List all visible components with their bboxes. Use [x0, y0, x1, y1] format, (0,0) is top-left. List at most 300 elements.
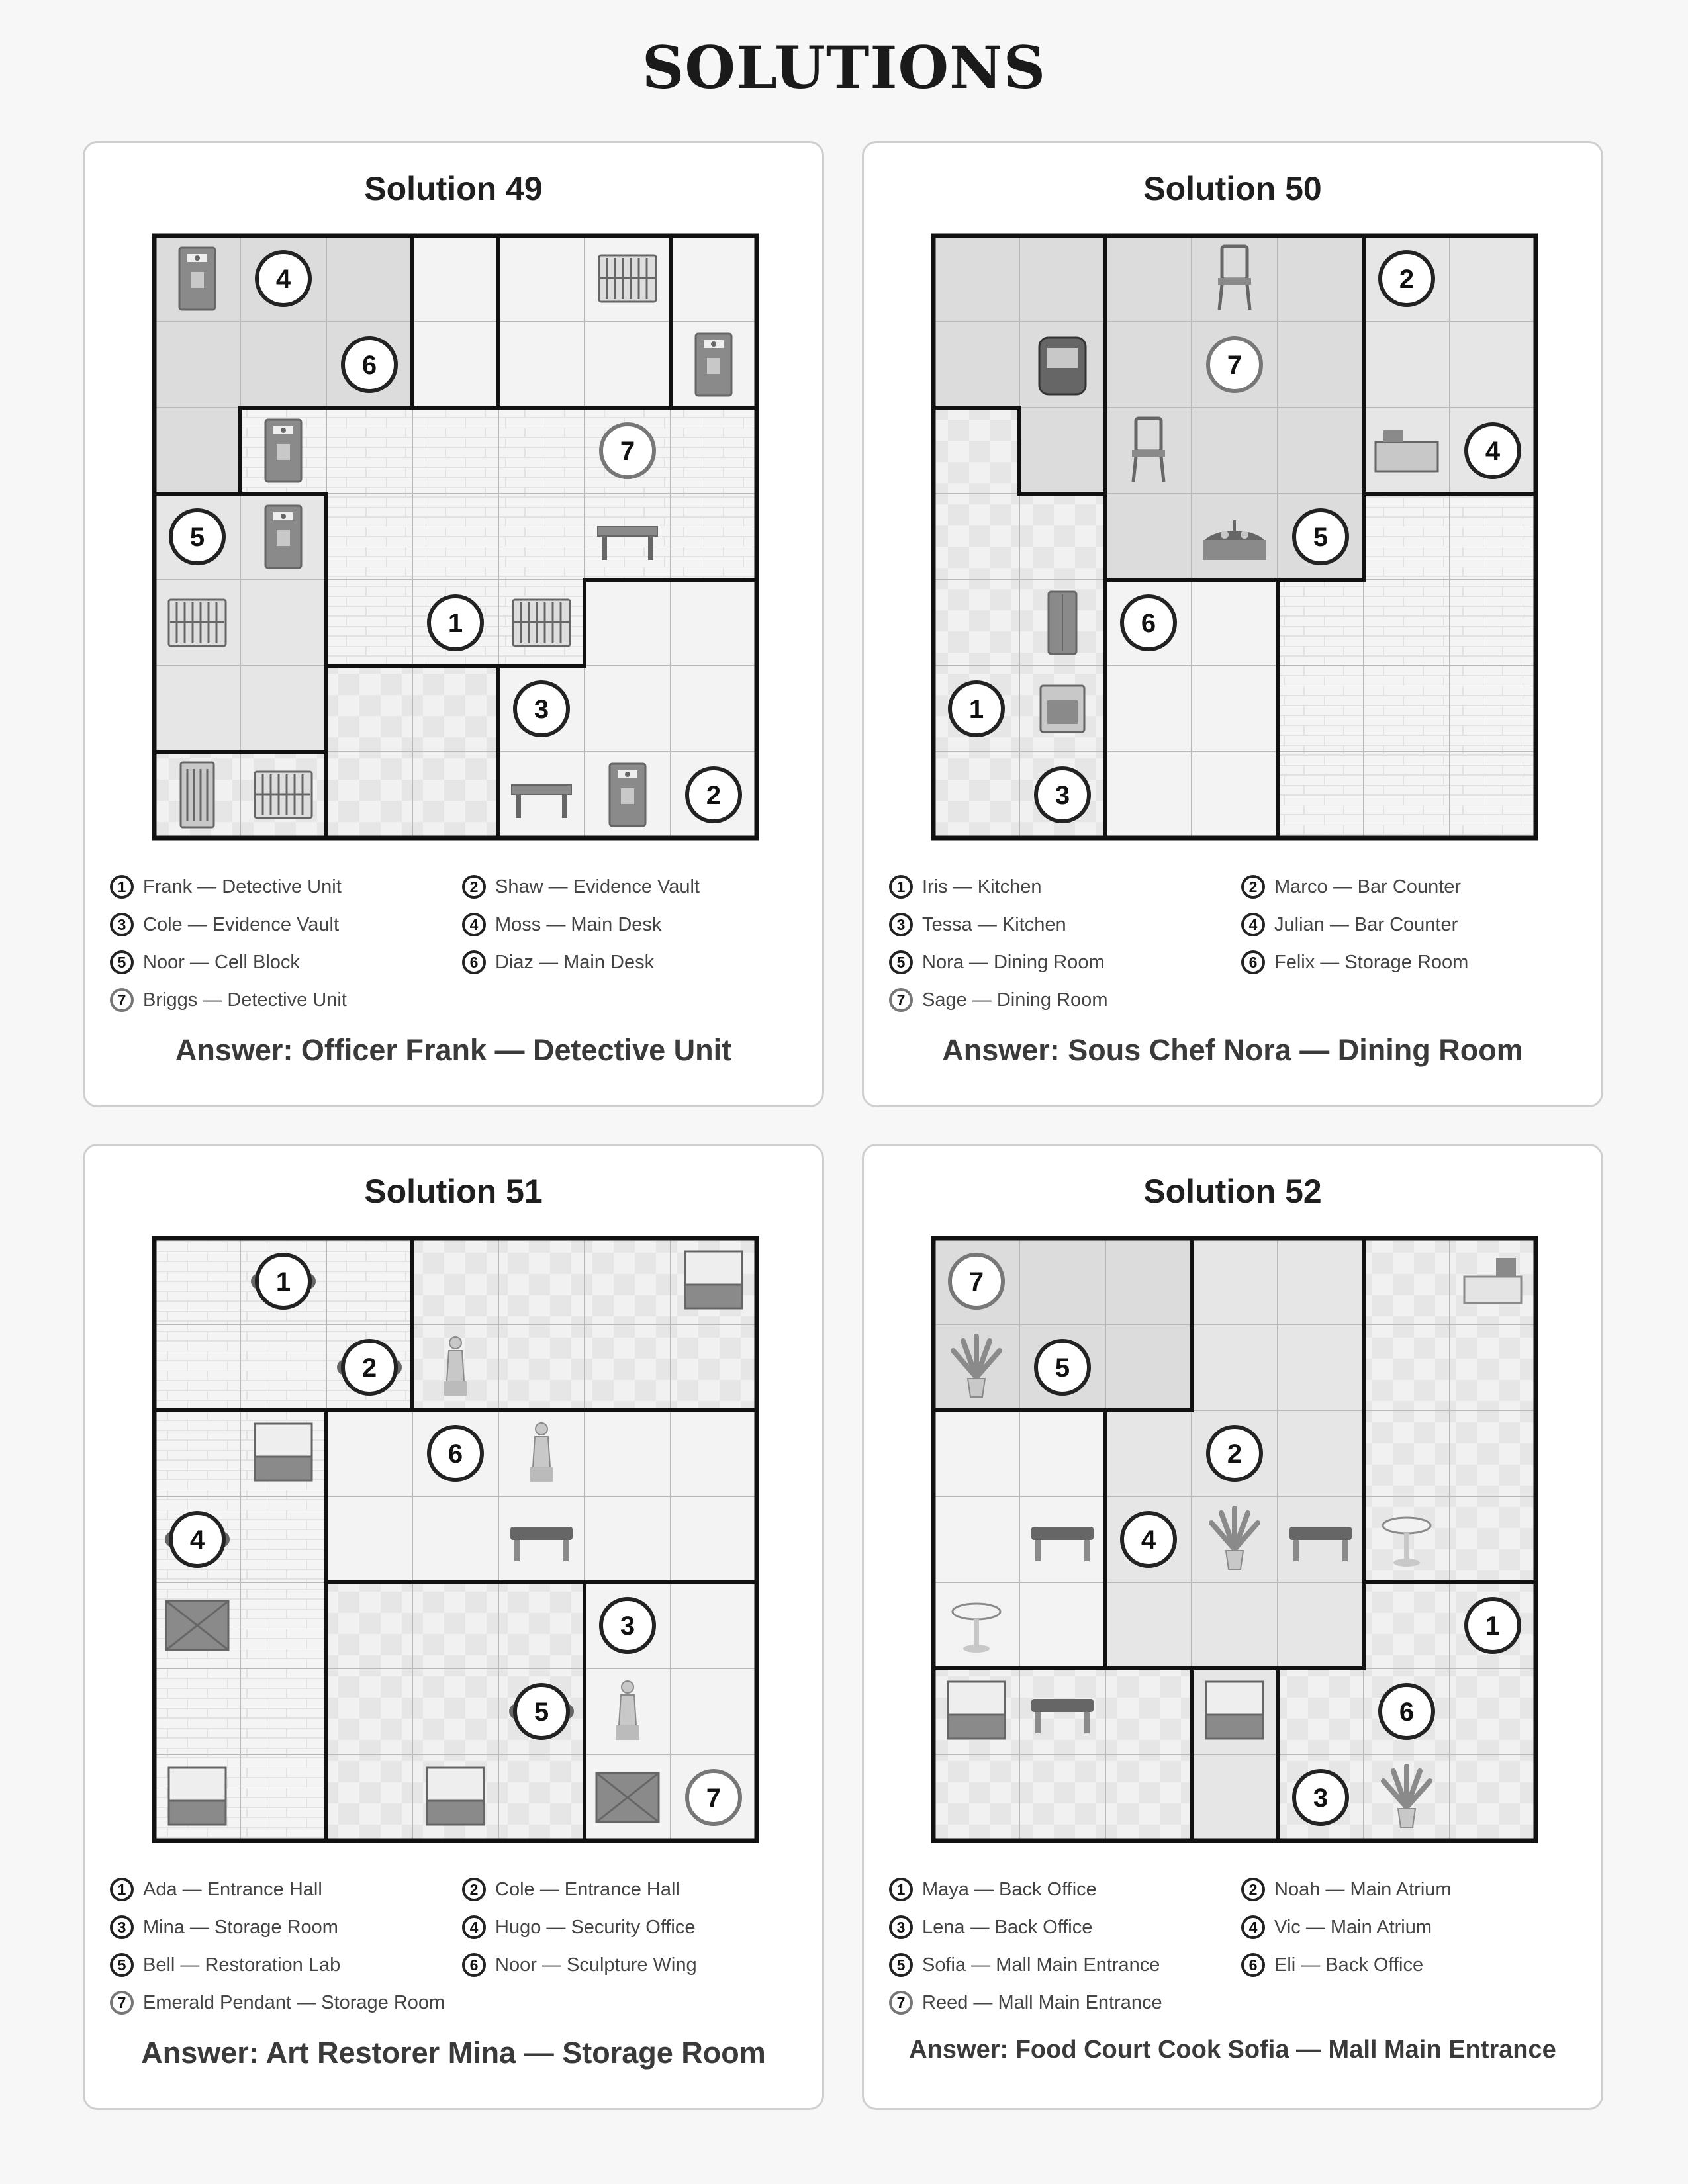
grid-cell — [671, 1582, 757, 1668]
suspect-marker — [1380, 1685, 1433, 1738]
grid-cell — [326, 1496, 412, 1582]
grid-cell — [154, 1668, 240, 1754]
suspect-marker — [1380, 252, 1433, 305]
grid-cells — [154, 236, 757, 838]
legend-text: Emerald Pendant — Storage Room — [143, 1991, 445, 2013]
legend-item — [889, 871, 1042, 903]
legend-text: Diaz — Main Desk — [495, 951, 655, 973]
grid-cell — [1450, 580, 1536, 666]
grid-cell — [1364, 1410, 1450, 1496]
legend-badge: 5 — [110, 1953, 134, 1977]
suspect-marker — [257, 252, 310, 305]
grid-cell — [1019, 1582, 1105, 1668]
legend-badge: 6 — [1241, 1953, 1265, 1977]
legend-badge: 5 — [889, 950, 913, 974]
marker-number: 7 — [706, 1784, 722, 1813]
grid-cell — [240, 1754, 326, 1841]
legend-item — [110, 1949, 340, 1981]
grid-cell — [1105, 1410, 1192, 1496]
marker-number: 5 — [189, 523, 205, 552]
cell-bars-icon — [169, 600, 226, 646]
marker-number: 4 — [1485, 437, 1501, 466]
legend-item — [889, 1987, 1162, 2019]
grid-cell — [1364, 1238, 1450, 1324]
grid-cell — [412, 236, 498, 322]
marker-number: 6 — [447, 1439, 463, 1469]
suspect-marker — [687, 1771, 740, 1824]
grid-cell — [1019, 494, 1105, 580]
suspect-marker — [429, 1427, 482, 1480]
display-case-icon — [427, 1768, 484, 1825]
grid-cell — [933, 494, 1019, 580]
suspect-marker — [1294, 1771, 1347, 1824]
legend-badge: 4 — [462, 913, 486, 936]
legend-text: Ada — Entrance Hall — [143, 1878, 322, 1900]
legend-item — [462, 1949, 697, 1981]
legend-badge: 7 — [110, 988, 134, 1012]
suspect-marker — [1208, 1427, 1261, 1480]
grid-cell — [1278, 408, 1364, 494]
grid-cell — [240, 666, 326, 752]
puzzle-grid — [148, 1232, 763, 1847]
grid-cell — [240, 1582, 326, 1668]
grid-cell — [154, 666, 240, 752]
grid-cell — [1278, 322, 1364, 408]
oven-icon — [1041, 686, 1084, 732]
panel-title: Solution 51 — [364, 1173, 543, 1210]
legend-text: Reed — Mall Main Entrance — [922, 1991, 1162, 2013]
grid-cell — [671, 1324, 757, 1410]
legend-badge: 1 — [110, 1878, 134, 1901]
grid-cell — [1019, 1754, 1105, 1841]
grid-cell — [412, 322, 498, 408]
legend-text: Eli — Back Office — [1274, 1954, 1424, 1976]
vault-icon — [179, 248, 215, 310]
legend-text: Felix — Storage Room — [1274, 951, 1469, 973]
display-case-icon — [255, 1424, 312, 1480]
grid-cell — [1105, 1238, 1192, 1324]
grid-cell — [933, 1410, 1019, 1496]
grid-cell — [1450, 1496, 1536, 1582]
solution-panel-51 — [83, 1144, 824, 2110]
jukebox-icon — [1039, 338, 1086, 394]
marker-number: 3 — [534, 695, 549, 724]
legend-badge: 6 — [462, 950, 486, 974]
suspect-marker — [1294, 510, 1347, 563]
marker-number: 3 — [1313, 1784, 1329, 1813]
legend-text: Cole — Evidence Vault — [143, 913, 340, 935]
legend-badge: 1 — [889, 875, 913, 899]
grid-cell — [1278, 1410, 1364, 1496]
marker-number: 1 — [968, 695, 984, 724]
legend-badge: 2 — [462, 1878, 486, 1901]
grid-cell — [1019, 1238, 1105, 1324]
grid-cell — [326, 1668, 412, 1754]
grid-cell — [498, 1754, 585, 1841]
suspect-marker — [950, 682, 1003, 735]
suspect-marker — [1036, 1341, 1089, 1394]
grid-cell — [498, 408, 585, 494]
grid-cell — [1450, 494, 1536, 580]
grid-cell — [326, 666, 412, 752]
marker-number: 4 — [189, 1525, 205, 1555]
grid-cell — [585, 1496, 671, 1582]
grid-cell — [498, 1324, 585, 1410]
grid-cell — [1364, 1582, 1450, 1668]
marker-number: 6 — [1141, 609, 1156, 638]
legend-text: Mina — Storage Room — [143, 1916, 338, 1938]
marker-number: 2 — [361, 1353, 377, 1383]
grid-cell — [671, 1496, 757, 1582]
legend — [889, 871, 1591, 1023]
grid-cell — [412, 1668, 498, 1754]
legend — [110, 1874, 812, 2026]
suspect-marker — [257, 1255, 310, 1308]
display-case-icon — [169, 1768, 226, 1825]
grid-cell — [326, 494, 412, 580]
suspect-marker — [1208, 338, 1261, 391]
grid-cell — [585, 580, 671, 666]
grid-cell — [1364, 494, 1450, 580]
locker-icon — [181, 762, 214, 827]
suspect-marker — [343, 338, 396, 391]
legend — [110, 871, 812, 1023]
puzzle-grid — [927, 229, 1542, 844]
grid-cell — [585, 322, 671, 408]
legend-badge: 2 — [462, 875, 486, 899]
legend-text: Moss — Main Desk — [495, 913, 662, 935]
grid-cell — [412, 752, 498, 838]
legend-text: Tessa — Kitchen — [922, 913, 1066, 935]
grid-cell — [671, 408, 757, 494]
grid-cell — [1192, 752, 1278, 838]
legend-text: Cole — Entrance Hall — [495, 1878, 680, 1900]
grid-cell — [1192, 1238, 1278, 1324]
grid-cell — [240, 1496, 326, 1582]
legend-text: Marco — Bar Counter — [1274, 876, 1462, 897]
grid-cell — [933, 1496, 1019, 1582]
grid-cell — [326, 1754, 412, 1841]
grid-cell — [240, 322, 326, 408]
suspect-marker — [1122, 596, 1175, 649]
marker-number: 1 — [275, 1267, 291, 1297]
legend-text: Lena — Back Office — [922, 1916, 1093, 1938]
legend-item — [462, 1911, 695, 1943]
legend-item — [110, 984, 347, 1016]
answer-text: Answer: Art Restorer Mina — Storage Room — [141, 2036, 766, 2070]
legend-badge: 7 — [889, 988, 913, 1012]
grid-cell — [933, 752, 1019, 838]
suspect-marker — [1122, 1513, 1175, 1566]
panel-title: Solution 52 — [1143, 1173, 1322, 1210]
grid-cell — [671, 236, 757, 322]
marker-number: 6 — [1399, 1698, 1415, 1727]
suspect-marker — [1466, 424, 1519, 477]
grid-cell — [1019, 408, 1105, 494]
grid-cell — [412, 408, 498, 494]
grid-cell — [671, 494, 757, 580]
grid-cell — [585, 1410, 671, 1496]
grid-cell — [154, 408, 240, 494]
suspect-marker — [601, 424, 654, 477]
grid-cell — [585, 666, 671, 752]
grid-cell — [326, 752, 412, 838]
grid-cell — [585, 1324, 671, 1410]
legend-badge: 6 — [1241, 950, 1265, 974]
legend-badge: 5 — [889, 1953, 913, 1977]
grid-cell — [1364, 752, 1450, 838]
marker-number: 2 — [1227, 1439, 1243, 1469]
grid-cell — [326, 408, 412, 494]
legend-badge: 1 — [889, 1878, 913, 1901]
legend-item — [1241, 909, 1458, 940]
answer-text: Answer: Officer Frank — Detective Unit — [175, 1033, 732, 1067]
marker-number: 4 — [1141, 1525, 1156, 1555]
legend-item — [889, 1911, 1092, 1943]
grid-cell — [1364, 580, 1450, 666]
grid-cell — [933, 408, 1019, 494]
grid-cell — [1019, 1410, 1105, 1496]
legend-item — [889, 946, 1105, 978]
grid-cell — [1364, 1324, 1450, 1410]
panel-title: Solution 50 — [1143, 170, 1322, 207]
suspect-marker — [950, 1255, 1003, 1308]
legend-text: Nora — Dining Room — [922, 951, 1105, 973]
grid-cell — [1278, 752, 1364, 838]
legend-item — [110, 871, 342, 903]
grid-cell — [933, 1754, 1019, 1841]
grid-cell — [498, 1582, 585, 1668]
grid-cell — [412, 1582, 498, 1668]
grid-cell — [1105, 1324, 1192, 1410]
suspect-marker — [515, 682, 568, 735]
display-case-icon — [685, 1251, 742, 1308]
legend-badge: 3 — [889, 913, 913, 936]
suspect-marker — [171, 510, 224, 563]
legend-badge: 3 — [889, 1915, 913, 1939]
grid-cell — [933, 236, 1019, 322]
legend-badge: 3 — [110, 913, 134, 936]
legend-text: Noor — Sculpture Wing — [495, 1954, 697, 1976]
crate-icon — [596, 1773, 659, 1822]
legend-text: Iris — Kitchen — [922, 876, 1042, 897]
grid-cell — [498, 494, 585, 580]
grid-cell — [1278, 580, 1364, 666]
grid-cell — [671, 1410, 757, 1496]
legend-item — [462, 909, 661, 940]
legend-text: Sofia — Mall Main Entrance — [922, 1954, 1160, 1976]
legend-item — [1241, 871, 1461, 903]
solution-panel-52 — [862, 1144, 1603, 2110]
legend-badge: 7 — [110, 1991, 134, 2015]
grid-cell — [1105, 666, 1192, 752]
grid-cell — [326, 236, 412, 322]
answer-text: Answer: Food Court Cook Sofia — Mall Main Entrance — [909, 2036, 1556, 2064]
legend-item — [889, 1949, 1160, 1981]
legend-item — [110, 909, 339, 940]
legend-item — [462, 946, 654, 978]
legend-item — [110, 1911, 338, 1943]
marker-number: 3 — [620, 1612, 635, 1641]
legend-text: Maya — Back Office — [922, 1878, 1097, 1900]
grid-cell — [1019, 236, 1105, 322]
grid-cell — [154, 322, 240, 408]
grid-cell — [1278, 1668, 1364, 1754]
vault-icon — [610, 764, 645, 826]
grid-cell — [1105, 752, 1192, 838]
vault-icon — [265, 506, 301, 568]
grid-cell — [1364, 322, 1450, 408]
marker-number: 3 — [1055, 781, 1070, 810]
marker-number: 5 — [1313, 523, 1329, 552]
display-case-icon — [948, 1682, 1005, 1739]
grid-cell — [154, 1238, 240, 1324]
legend-badge: 4 — [1241, 913, 1265, 936]
grid-cell — [1105, 1668, 1192, 1754]
legend-text: Sage — Dining Room — [922, 989, 1108, 1011]
grid-cells — [154, 1238, 757, 1841]
legend-text: Hugo — Security Office — [495, 1916, 696, 1938]
marker-number: 7 — [1227, 351, 1243, 380]
marker-number: 1 — [447, 609, 463, 638]
grid-cell — [1364, 666, 1450, 752]
grid-cell — [1192, 666, 1278, 752]
fridge-icon — [1049, 592, 1076, 654]
puzzle-grid — [148, 229, 763, 844]
marker-number: 7 — [968, 1267, 984, 1297]
grid-cell — [671, 580, 757, 666]
legend-text: Julian — Bar Counter — [1274, 913, 1458, 935]
cell-bars-icon — [599, 255, 656, 302]
marker-number: 4 — [275, 265, 291, 294]
marker-number: 5 — [1055, 1353, 1070, 1383]
legend-item — [110, 946, 300, 978]
grid-cell — [1450, 1410, 1536, 1496]
grid-cell — [1105, 236, 1192, 322]
puzzle-grid — [927, 1232, 1542, 1847]
grid-cell — [1105, 494, 1192, 580]
suspect-marker — [687, 768, 740, 821]
display-case-icon — [1206, 1682, 1263, 1739]
grid-cell — [1450, 666, 1536, 752]
grid-cell — [1105, 1582, 1192, 1668]
marker-number: 7 — [620, 437, 635, 466]
grid-cell — [1192, 1324, 1278, 1410]
answer-text: Answer: Sous Chef Nora — Dining Room — [942, 1033, 1523, 1067]
suspect-marker — [429, 596, 482, 649]
legend-text: Vic — Main Atrium — [1274, 1916, 1432, 1938]
grid-cell — [326, 580, 412, 666]
grid-cell — [1192, 1754, 1278, 1841]
legend-badge: 7 — [889, 1991, 913, 2015]
legend-item — [1241, 1911, 1432, 1943]
marker-number: 1 — [1485, 1612, 1501, 1641]
crate-icon — [166, 1601, 228, 1650]
grid-cell — [498, 322, 585, 408]
grid-cell — [671, 1668, 757, 1754]
legend-item — [110, 1874, 322, 1905]
grid-cell — [240, 1324, 326, 1410]
cell-bars-icon — [513, 600, 570, 646]
suspect-marker — [171, 1513, 224, 1566]
suspect-marker — [343, 1341, 396, 1394]
grid-cell — [240, 580, 326, 666]
grid-cell — [326, 1410, 412, 1496]
legend-item — [889, 984, 1107, 1016]
vault-icon — [265, 420, 301, 482]
page-title: SOLUTIONS — [641, 33, 1047, 102]
legend-badge: 4 — [1241, 1915, 1265, 1939]
grid-cell — [412, 1496, 498, 1582]
legend-text: Frank — Detective Unit — [143, 876, 342, 897]
grid-cell — [1450, 1754, 1536, 1841]
legend-badge: 2 — [1241, 1878, 1265, 1901]
grid-cell — [498, 236, 585, 322]
grid-cell — [154, 1324, 240, 1410]
grid-cell — [933, 322, 1019, 408]
legend-item — [889, 909, 1066, 940]
grid-cell — [671, 666, 757, 752]
suspect-marker — [1036, 768, 1089, 821]
legend-text: Noah — Main Atrium — [1274, 1878, 1452, 1900]
legend-badge: 6 — [462, 1953, 486, 1977]
legend-text: Shaw — Evidence Vault — [495, 876, 700, 897]
legend — [889, 1874, 1591, 2026]
grid-cell — [412, 494, 498, 580]
grid-cell — [1105, 1754, 1192, 1841]
marker-number: 2 — [1399, 265, 1415, 294]
legend-badge: 5 — [110, 950, 134, 974]
legend-text: Briggs — Detective Unit — [143, 989, 347, 1011]
legend-text: Bell — Restoration Lab — [143, 1954, 341, 1976]
grid-cell — [1450, 752, 1536, 838]
grid-cell — [1278, 1582, 1364, 1668]
grid-cell — [412, 666, 498, 752]
grid-cell — [412, 1238, 498, 1324]
panel-title: Solution 49 — [364, 170, 543, 207]
grid-cell — [1278, 1324, 1364, 1410]
solution-panel-49 — [83, 141, 824, 1107]
suspect-marker — [515, 1685, 568, 1738]
suspect-marker — [601, 1599, 654, 1652]
legend-item — [462, 1874, 680, 1905]
grid-cell — [1450, 1324, 1536, 1410]
legend-badge: 1 — [110, 875, 134, 899]
grid-cell — [1278, 1238, 1364, 1324]
grid-cell — [498, 1238, 585, 1324]
grid-cell — [154, 1410, 240, 1496]
grid-cell — [1192, 408, 1278, 494]
grid-cell — [1450, 1668, 1536, 1754]
legend-badge: 3 — [110, 1915, 134, 1939]
grid-cell — [585, 1238, 671, 1324]
grid-cell — [326, 1582, 412, 1668]
legend-item — [110, 1987, 445, 2019]
grid-cell — [1105, 322, 1192, 408]
legend-item — [1241, 1874, 1452, 1905]
grid-cell — [240, 1668, 326, 1754]
legend-item — [462, 871, 700, 903]
legend-item — [889, 1874, 1097, 1905]
marker-number: 6 — [361, 351, 377, 380]
suspect-marker — [1466, 1599, 1519, 1652]
grid-cell — [1450, 322, 1536, 408]
legend-item — [1241, 1949, 1423, 1981]
solution-panel-50 — [862, 141, 1603, 1107]
vault-icon — [696, 334, 731, 396]
grid-cell — [933, 580, 1019, 666]
marker-number: 5 — [534, 1698, 549, 1727]
